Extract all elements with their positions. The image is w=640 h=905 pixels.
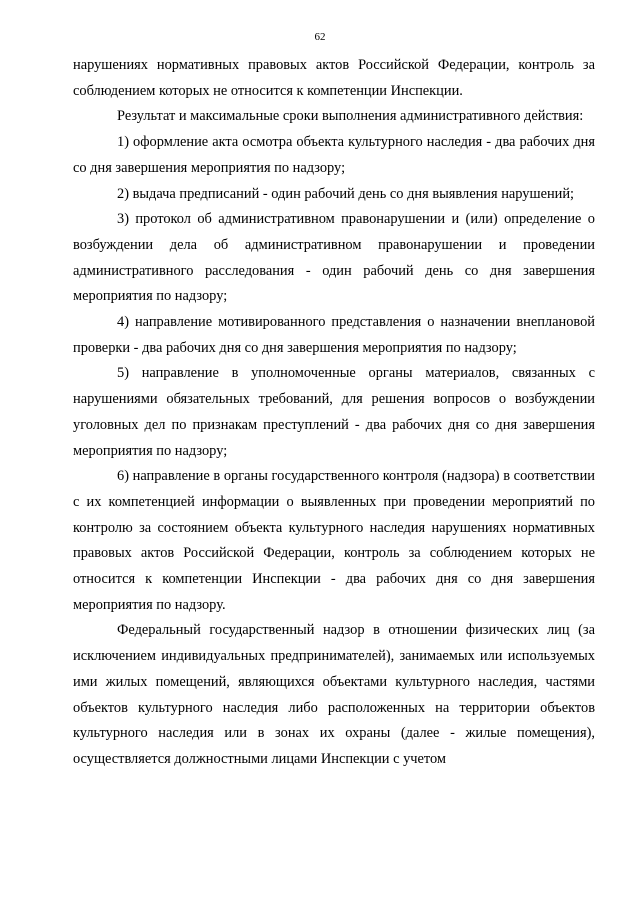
list-item-6: 6) направление в органы государственного контроля (надзора) в соответствии с их компетенцией информации о выявленных при проведении мероприятий по контролю за состоянием объекта культурного наследия нарушениях нормативных правовых актов Российской Федерации, контроль за соблюдением которых не относится к компетенции Инспекции - два рабочих дня со дня завершения мероприятия по надзору.: [73, 468, 595, 613]
paragraph-result-heading: Результат и максимальные сроки выполнения административного действия:: [117, 108, 584, 125]
paragraph-federal-supervision: Федеральный государственный надзор в отношении физических лиц (за исключением индивидуальных предпринимателей), занимаемых или используемых ими жилых помещений, являющихся объектами культурного наследия, частями объектов культурного наследия либо расположенных на территории объектов культурного наследия или в зонах их охраны (далее - жилые помещения), осуществляется должностными лицами Инспекции с учетом: [73, 622, 595, 767]
list-item-2: 2) выдача предписаний - один рабочий день со дня выявления нарушений;: [117, 185, 575, 202]
document-body: [73, 53, 595, 773]
paragraph-continuation: нарушениях нормативных правовых актов Российской Федерации, контроль за соблюдением которых не относится к компетенции Инспекции.: [73, 57, 595, 99]
list-item-4: 4) направление мотивированного представления о назначении внеплановой проверки - два рабочих дня со дня завершения мероприятия по надзору;: [73, 314, 595, 356]
list-item-1: 1) оформление акта осмотра объекта культурного наследия - два рабочих дня со дня завершения мероприятия по надзору;: [73, 134, 595, 176]
page-number: 62: [314, 31, 326, 43]
list-item-5: 5) направление в уполномоченные органы материалов, связанных с нарушениями обязательных требований, для решения вопросов о возбуждении уголовных дел по признакам преступлений - два рабочих дня со дня завершения мероприятия по надзору;: [73, 365, 595, 459]
list-item-3: 3) протокол об административном правонарушении и (или) определение о возбуждении дела об административном правонарушении и проведении административного расследования - один рабочий день со дня завершения мероприятия по надзору;: [73, 211, 595, 305]
